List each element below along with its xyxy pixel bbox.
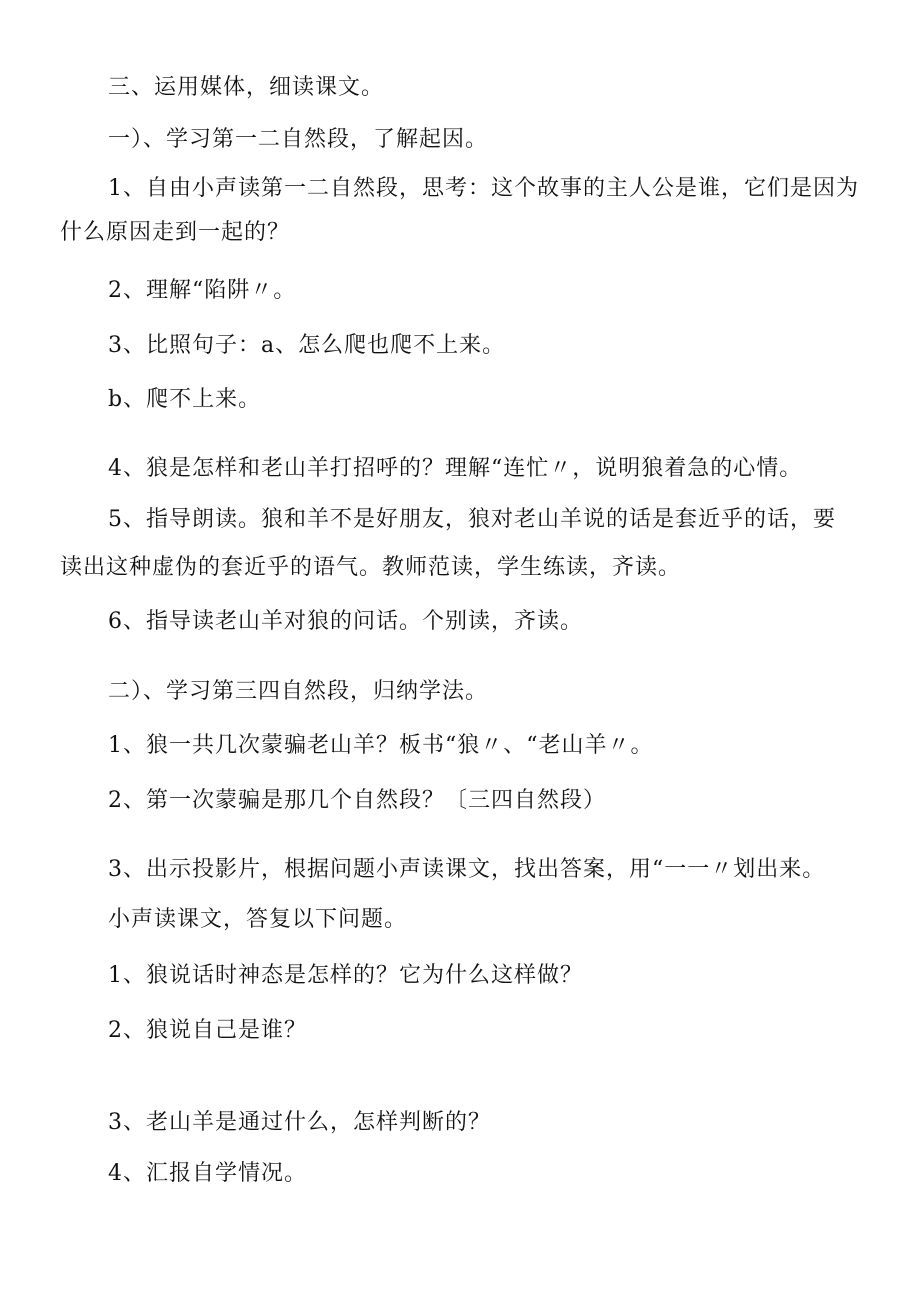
question-line: 2、狼说自己是谁？ xyxy=(108,1018,307,1043)
paragraph-line: 1、狼一共几次蒙骗老山羊？板书“狼〃、“老山羊〃。 xyxy=(108,733,654,758)
paragraph-line: 4、狼是怎样和老山羊打招呼的？理解“连忙〃，说明狼着急的心情。 xyxy=(108,456,803,481)
paragraph-line: 小声读课文，答复以下问题。 xyxy=(108,907,408,932)
question-line: 1、狼说话时神态是怎样的？它为什么这样做？ xyxy=(108,963,583,988)
paragraph-line: 读出这种虚伪的套近乎的语气。教师范读，学生练读，齐读。 xyxy=(60,555,682,580)
paragraph-line: 3、出示投影片，根据问题小声读课文，找出答案，用“一一〃划出来。 xyxy=(108,857,826,882)
paragraph-line: 什么原因走到一起的？ xyxy=(60,220,291,245)
paragraph-line: 5、指导朗读。狼和羊不是好朋友，狼对老山羊说的话是套近乎的话，要 xyxy=(108,507,836,532)
paragraph-line: 3、比照句子：a、怎么爬也爬不上来。 xyxy=(108,333,506,358)
paragraph-line: 2、第一次蒙骗是那几个自然段？〔三四自然段） xyxy=(108,788,606,813)
paragraph-line: b、爬不上来。 xyxy=(108,387,262,412)
subsection-heading-two: 二）、学习第三四自然段，归纳学法。 xyxy=(108,679,489,704)
subsection-heading-one: 一）、学习第一二自然段，了解起因。 xyxy=(108,127,489,152)
paragraph-line: 6、指导读老山羊对狼的问话。个别读，齐读。 xyxy=(108,609,583,634)
question-line: 3、老山羊是通过什么，怎样判断的？ xyxy=(108,1110,491,1135)
paragraph-line: 1、自由小声读第一二自然段，思考：这个故事的主人公是谁，它们是因为 xyxy=(108,176,859,201)
paragraph-line: 2、理解“陷阱〃。 xyxy=(108,278,297,303)
section-heading-three: 三、运用媒体，细读课文。 xyxy=(108,75,385,100)
paragraph-line: 4、汇报自学情况。 xyxy=(108,1161,307,1186)
